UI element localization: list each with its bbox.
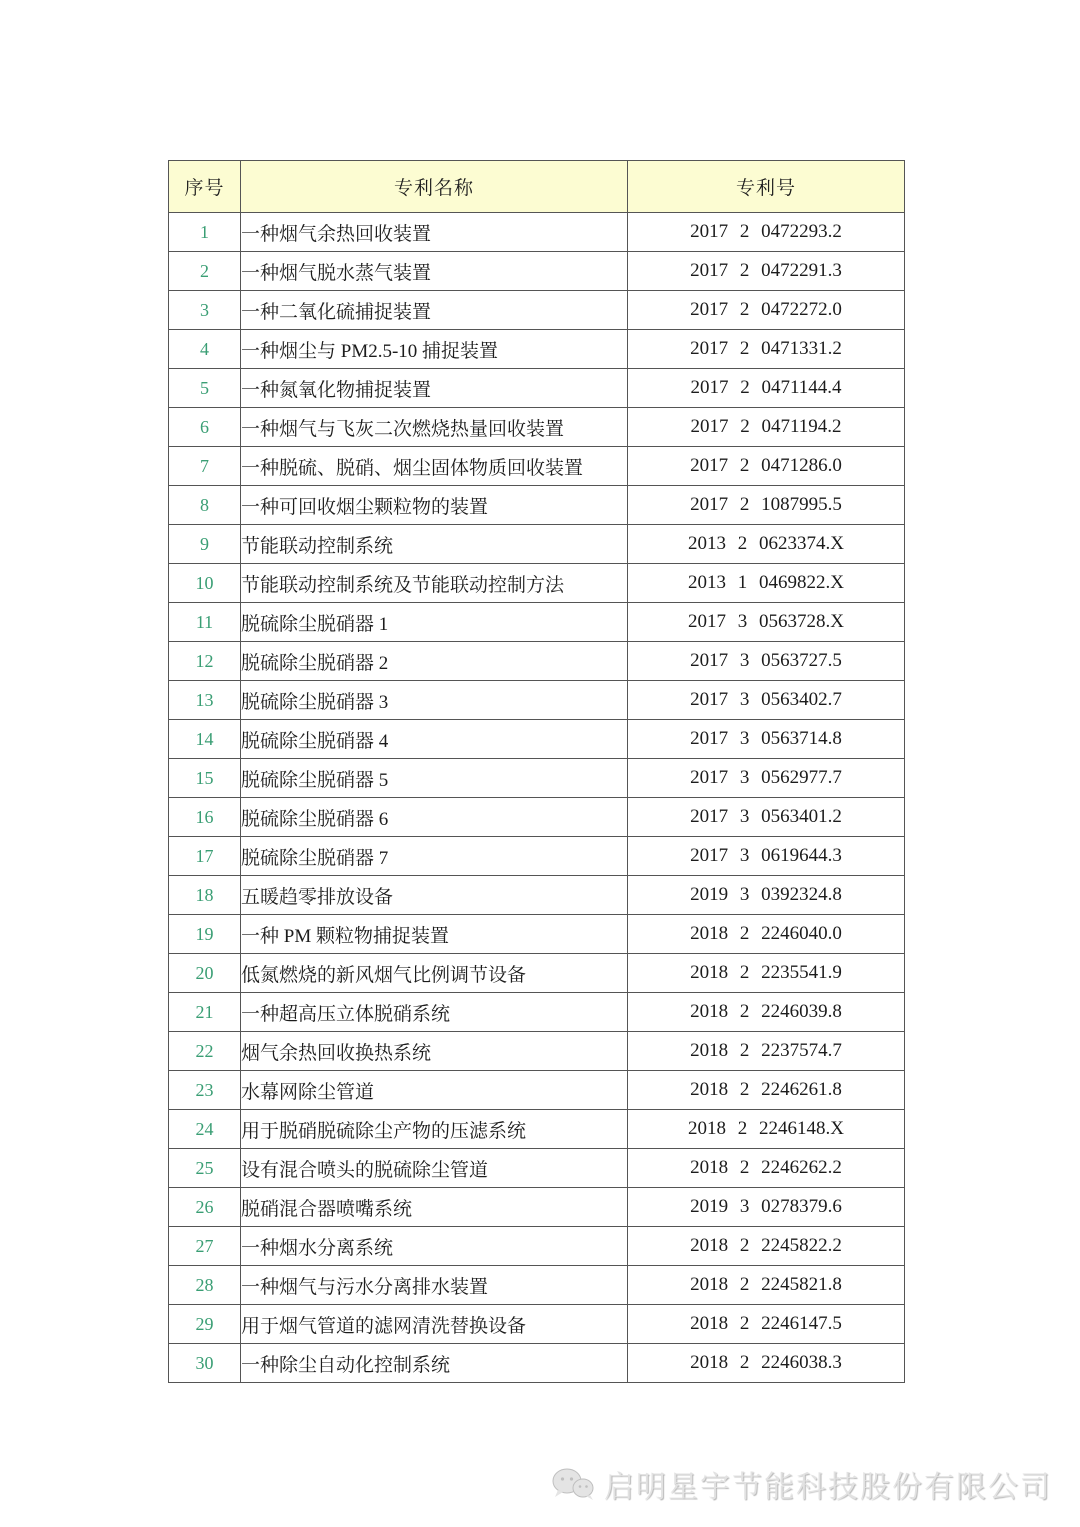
row-index-cell: 27 [169, 1227, 241, 1266]
table-row [169, 252, 905, 291]
patent-number-cell: 2013 2 0623374.X [628, 525, 905, 564]
table-row [169, 1188, 905, 1227]
table-row [169, 564, 905, 603]
patent-name-cell: 一种烟水分离系统 [241, 1227, 628, 1266]
column-header-patent-name: 专利名称 [241, 161, 628, 213]
row-index-cell: 17 [169, 837, 241, 876]
patent-name-cell: 烟气余热回收换热系统 [241, 1032, 628, 1071]
patent-name-cell: 脱硫除尘脱硝器 3 [241, 681, 628, 720]
patent-name-cell: 五暖趋零排放设备 [241, 876, 628, 915]
patent-number-cell: 2018 2 2235541.9 [628, 954, 905, 993]
patent-number-cell: 2018 2 2246147.5 [628, 1305, 905, 1344]
table-row [169, 915, 905, 954]
table-row [169, 1149, 905, 1188]
patent-number-cell: 2018 2 2246261.8 [628, 1071, 905, 1110]
table-row [169, 1071, 905, 1110]
row-index-cell: 21 [169, 993, 241, 1032]
patent-number-cell: 2019 3 0392324.8 [628, 876, 905, 915]
patent-number-cell: 2017 2 0471286.0 [628, 447, 905, 486]
watermark-company-name: 启明星宇节能科技股份有限公司 [604, 1471, 1052, 1504]
patent-number-cell: 2017 2 0471194.2 [628, 408, 905, 447]
patent-name-cell: 设有混合喷头的脱硫除尘管道 [241, 1149, 628, 1188]
patent-table-body [169, 213, 905, 1383]
patent-number-cell: 2019 3 0278379.6 [628, 1188, 905, 1227]
patent-number-cell: 2018 2 2246040.0 [628, 915, 905, 954]
table-row [169, 1227, 905, 1266]
table-row [169, 369, 905, 408]
table-row [169, 798, 905, 837]
patent-name-cell: 一种 PM 颗粒物捕捉装置 [241, 915, 628, 954]
table-row [169, 759, 905, 798]
table-row [169, 1344, 905, 1383]
patent-name-cell: 脱硫除尘脱硝器 2 [241, 642, 628, 681]
table-row [169, 681, 905, 720]
row-index-cell: 3 [169, 291, 241, 330]
patent-name-cell: 水幕网除尘管道 [241, 1071, 628, 1110]
patent-name-cell: 一种烟气余热回收装置 [241, 213, 628, 252]
patent-name-cell: 一种烟气脱水蒸气装置 [241, 252, 628, 291]
row-index-cell: 30 [169, 1344, 241, 1383]
patent-name-cell: 一种氮氧化物捕捉装置 [241, 369, 628, 408]
patent-number-cell: 2017 3 0563402.7 [628, 681, 905, 720]
row-index-cell: 26 [169, 1188, 241, 1227]
row-index-cell: 18 [169, 876, 241, 915]
row-index-cell: 2 [169, 252, 241, 291]
row-index-cell: 9 [169, 525, 241, 564]
row-index-cell: 1 [169, 213, 241, 252]
table-row [169, 291, 905, 330]
row-index-cell: 6 [169, 408, 241, 447]
patent-number-cell: 2017 2 0472272.0 [628, 291, 905, 330]
row-index-cell: 19 [169, 915, 241, 954]
patent-number-cell: 2018 2 2237574.7 [628, 1032, 905, 1071]
table-row [169, 1305, 905, 1344]
patent-name-cell: 一种脱硫、脱硝、烟尘固体物质回收装置 [241, 447, 628, 486]
patent-name-cell: 一种烟尘与 PM2.5-10 捕捉装置 [241, 330, 628, 369]
patent-number-cell: 2018 2 2246038.3 [628, 1344, 905, 1383]
patent-number-cell: 2018 2 2246039.8 [628, 993, 905, 1032]
patent-name-cell: 节能联动控制系统 [241, 525, 628, 564]
patent-name-cell: 一种超高压立体脱硝系统 [241, 993, 628, 1032]
watermark [550, 1462, 1052, 1506]
row-index-cell: 8 [169, 486, 241, 525]
patent-name-cell: 低氮燃烧的新风烟气比例调节设备 [241, 954, 628, 993]
patent-number-cell: 2018 2 2246148.X [628, 1110, 905, 1149]
patent-number-cell: 2017 3 0563401.2 [628, 798, 905, 837]
patent-number-cell: 2013 1 0469822.X [628, 564, 905, 603]
row-index-cell: 28 [169, 1266, 241, 1305]
patent-number-cell: 2017 3 0563728.X [628, 603, 905, 642]
patent-name-cell: 脱硫除尘脱硝器 1 [241, 603, 628, 642]
patent-name-cell: 节能联动控制系统及节能联动控制方法 [241, 564, 628, 603]
patent-name-cell: 一种烟气与污水分离排水装置 [241, 1266, 628, 1305]
patent-name-cell: 脱硫除尘脱硝器 7 [241, 837, 628, 876]
patent-name-cell: 脱硫除尘脱硝器 4 [241, 720, 628, 759]
patent-name-cell: 脱硫除尘脱硝器 6 [241, 798, 628, 837]
table-row [169, 486, 905, 525]
row-index-cell: 24 [169, 1110, 241, 1149]
row-index-cell: 16 [169, 798, 241, 837]
table-row [169, 603, 905, 642]
patent-name-cell: 用于烟气管道的滤网清洗替换设备 [241, 1305, 628, 1344]
patent-name-cell: 一种二氧化硫捕捉装置 [241, 291, 628, 330]
row-index-cell: 4 [169, 330, 241, 369]
row-index-cell: 20 [169, 954, 241, 993]
table-row [169, 1110, 905, 1149]
patent-number-cell: 2017 2 0472291.3 [628, 252, 905, 291]
row-index-cell: 10 [169, 564, 241, 603]
patent-number-cell: 2018 2 2245821.8 [628, 1266, 905, 1305]
table-row [169, 1266, 905, 1305]
row-index-cell: 15 [169, 759, 241, 798]
patent-name-cell: 一种除尘自动化控制系统 [241, 1344, 628, 1383]
wechat-icon [550, 1465, 596, 1503]
patent-number-cell: 2017 3 0563714.8 [628, 720, 905, 759]
row-index-cell: 14 [169, 720, 241, 759]
patent-number-cell: 2018 2 2245822.2 [628, 1227, 905, 1266]
column-header-patent-number: 专利号 [628, 161, 905, 213]
table-row [169, 213, 905, 252]
table-row [169, 993, 905, 1032]
table-row [169, 720, 905, 759]
patent-name-cell: 脱硫除尘脱硝器 5 [241, 759, 628, 798]
patent-number-cell: 2017 2 0471331.2 [628, 330, 905, 369]
row-index-cell: 23 [169, 1071, 241, 1110]
table-row [169, 447, 905, 486]
patent-number-cell: 2017 2 0472293.2 [628, 213, 905, 252]
table-row [169, 876, 905, 915]
patent-name-cell: 一种烟气与飞灰二次燃烧热量回收装置 [241, 408, 628, 447]
table-row [169, 642, 905, 681]
patent-number-cell: 2017 3 0562977.7 [628, 759, 905, 798]
patent-name-cell: 用于脱硝脱硫除尘产物的压滤系统 [241, 1110, 628, 1149]
row-index-cell: 13 [169, 681, 241, 720]
row-index-cell: 5 [169, 369, 241, 408]
row-index-cell: 25 [169, 1149, 241, 1188]
row-index-cell: 7 [169, 447, 241, 486]
table-row [169, 525, 905, 564]
row-index-cell: 29 [169, 1305, 241, 1344]
column-header-index: 序号 [169, 161, 241, 213]
table-row [169, 837, 905, 876]
table-row [169, 954, 905, 993]
table-row [169, 408, 905, 447]
row-index-cell: 22 [169, 1032, 241, 1071]
patent-number-cell: 2017 2 0471144.4 [628, 369, 905, 408]
row-index-cell: 12 [169, 642, 241, 681]
patent-table [168, 160, 905, 1383]
patent-name-cell: 一种可回收烟尘颗粒物的装置 [241, 486, 628, 525]
patent-name-cell: 脱硝混合器喷嘴系统 [241, 1188, 628, 1227]
header-row [169, 161, 905, 213]
patent-number-cell: 2018 2 2246262.2 [628, 1149, 905, 1188]
table-row [169, 330, 905, 369]
patent-number-cell: 2017 3 0563727.5 [628, 642, 905, 681]
patent-number-cell: 2017 2 1087995.5 [628, 486, 905, 525]
row-index-cell: 11 [169, 603, 241, 642]
table-row [169, 1032, 905, 1071]
patent-number-cell: 2017 3 0619644.3 [628, 837, 905, 876]
